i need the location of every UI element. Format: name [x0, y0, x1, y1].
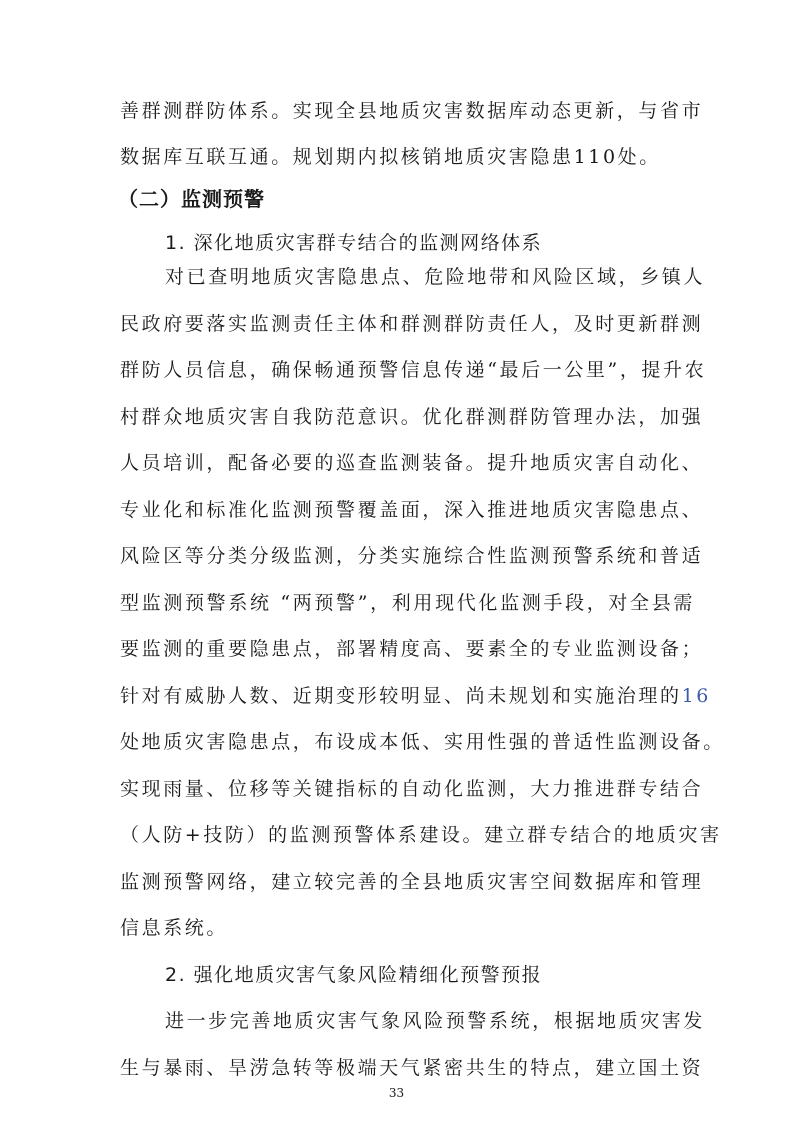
body-text-line: 对已查明地质灾害隐患点、危险地带和风险区域，乡镇人	[165, 266, 706, 288]
body-text-line: 风险区等分类分级监测，分类实施综合性监测预警系统和普适	[120, 545, 704, 567]
body-text-line: 要监测的重要隐患点，部署精度高、要素全的专业监测设备；	[120, 638, 704, 660]
subsection-heading-1: 1. 深化地质灾害群专结合的监测网络体系	[165, 232, 543, 254]
body-text-line: 型监测预警系统 “两预警”，利用现代化监测手段，对全县需	[120, 592, 695, 614]
body-text-line: （人防+技防）的监测预警体系建设。建立群专结合的地质灾害	[120, 824, 722, 846]
body-text-line	[120, 679, 711, 713]
body-text-segment: 针对有威胁人数、近期变形较明显、尚未规划和实施治理的	[120, 685, 682, 707]
page-number: 33	[388, 1086, 405, 1100]
body-text-line: 信息系统。	[120, 917, 229, 939]
body-text-line: 专业化和标准化监测预警覆盖面，深入推进地质灾害隐患点、	[120, 499, 704, 521]
body-text-line: 监测预警网络，建立较完善的全县地质灾害空间数据库和管理	[120, 871, 704, 893]
body-text-line: 善群测群防体系。实现全县地质灾害数据库动态更新，与省市	[120, 100, 704, 122]
body-text-line: 人员培训，配备必要的巡查监测装备。提升地质灾害自动化、	[120, 452, 704, 474]
body-text-line: 民政府要落实监测责任主体和群测群防责任人，及时更新群测	[120, 313, 704, 335]
subsection-heading-2: 2. 强化地质灾害气象风险精细化预警预报	[165, 964, 543, 986]
body-text-line: 群防人员信息，确保畅通预警信息传递“最后一公里”，提升农	[120, 359, 707, 381]
highlighted-number: 16	[681, 685, 711, 707]
body-text-line: 村群众地质灾害自我防范意识。优化群测群防管理办法，加强	[120, 406, 704, 428]
body-text-line: 数据库互联互通。规划期内拟核销地质灾害隐患110处。	[120, 146, 661, 168]
body-text-line: 实现雨量、位移等关键指标的自动化监测，大力推进群专结合	[120, 778, 704, 800]
section-heading: （二）监测预警	[118, 187, 265, 211]
body-text-line: 生与暴雨、旱涝急转等极端天气紧密共生的特点，建立国土资	[120, 1057, 704, 1079]
body-text-line: 进一步完善地质灾害气象风险预警系统，根据地质灾害发	[165, 1010, 706, 1032]
body-text-line: 处地质灾害隐患点，布设成本低、实用性强的普适性监测设备。	[120, 731, 725, 753]
